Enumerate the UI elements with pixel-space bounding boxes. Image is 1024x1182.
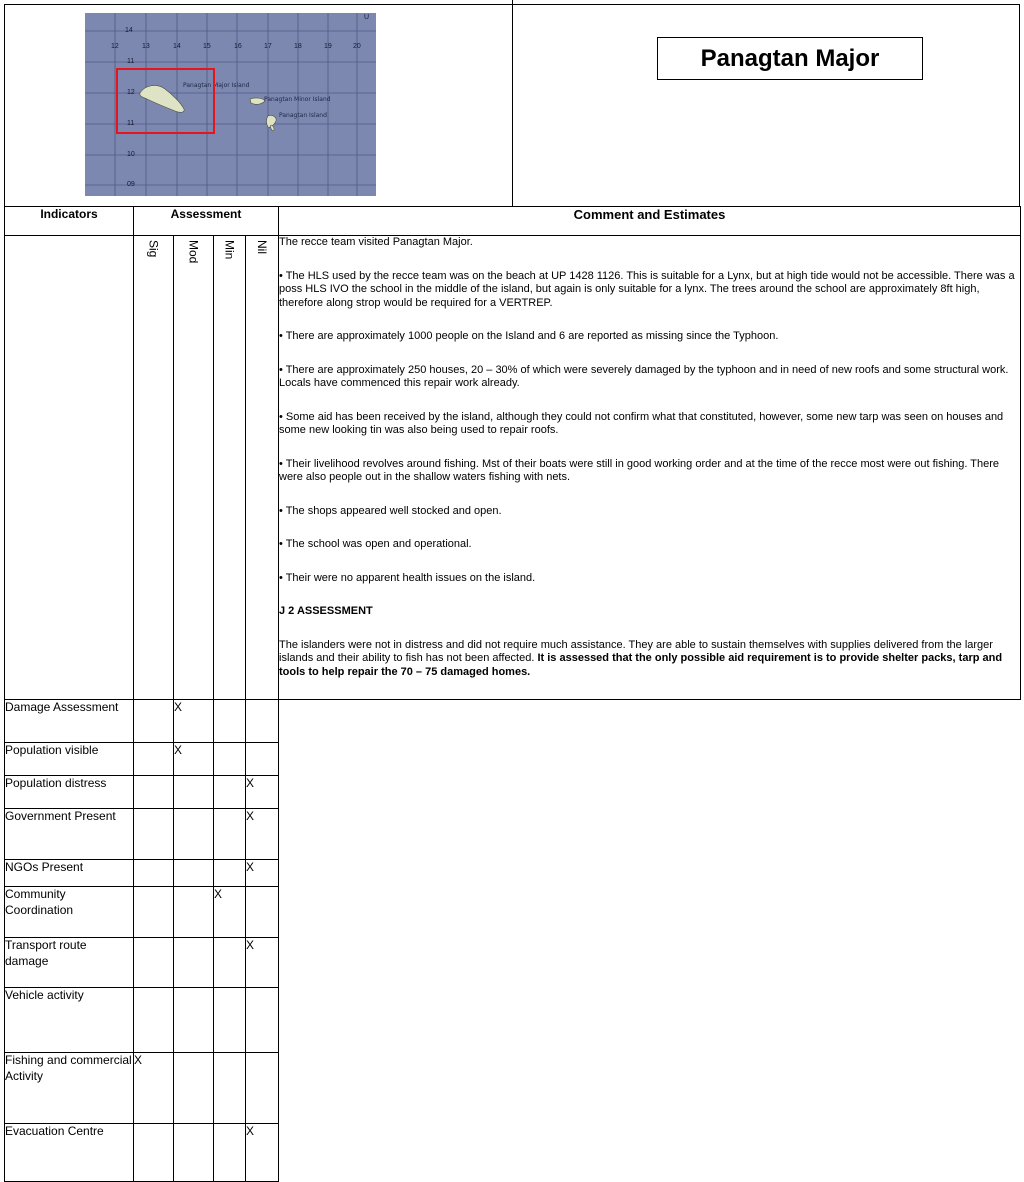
map-label-top-8: 20 bbox=[353, 43, 361, 50]
svg-text:Panagtan Major Island: Panagtan Major Island bbox=[183, 82, 250, 89]
assessment-cell bbox=[134, 938, 174, 988]
map-label-side-2: 12 bbox=[127, 89, 135, 96]
comment-bullet: • The school was open and operational. bbox=[279, 538, 472, 550]
indicator-label: Vehicle activity bbox=[5, 988, 134, 1053]
header-assessment: Assessment bbox=[134, 207, 279, 236]
assessment-cell bbox=[214, 743, 246, 776]
indicator-label: NGOs Present bbox=[5, 860, 134, 887]
assessment-cell bbox=[134, 809, 174, 860]
scale-min-label: Min bbox=[222, 240, 237, 260]
assessment-cell bbox=[214, 1053, 246, 1124]
map-label-top-6: 18 bbox=[294, 43, 302, 50]
header-divider bbox=[512, 0, 513, 206]
assessment-cell bbox=[214, 809, 246, 860]
table-row bbox=[5, 776, 1021, 809]
scale-sig bbox=[134, 236, 174, 700]
assessment-cell bbox=[174, 776, 214, 809]
assessment-cell bbox=[246, 988, 279, 1053]
assessment-cell bbox=[134, 743, 174, 776]
assessment-cell bbox=[214, 938, 246, 988]
map-label-top-5: 17 bbox=[264, 43, 272, 50]
assessment-cell: X bbox=[246, 1124, 279, 1182]
svg-text:Panagtan Island: Panagtan Island bbox=[279, 112, 327, 119]
scale-mod-label: Mod bbox=[186, 240, 201, 264]
indicator-label: Fishing and commercial Activity bbox=[5, 1053, 134, 1124]
assessment-cell bbox=[134, 860, 174, 887]
table-row bbox=[5, 809, 1021, 860]
assessment-cell bbox=[174, 988, 214, 1053]
comment-bullet: • The HLS used by the recce team was on the beach at UP 1428 1126. This is suitable for a Lynx, but at high tide would not be accessible. There was a poss HLS IVO the school in the middle of the island, but again is only suitable for a lynx. The trees around the school are approximately 8ft high, therefore along strop would be required for a VERTREP. bbox=[279, 269, 1015, 309]
map-label-side-3: 11 bbox=[127, 120, 135, 127]
scale-label-cell bbox=[5, 236, 134, 700]
assessment-cell: X bbox=[174, 700, 214, 743]
map-label-top-3: 15 bbox=[203, 43, 211, 50]
assessment-cell bbox=[174, 1053, 214, 1124]
scale-nil-label: Nil bbox=[255, 240, 269, 254]
svg-text:Panagtan Minor Island: Panagtan Minor Island bbox=[264, 96, 331, 103]
scale-sig-label: Sig bbox=[146, 240, 161, 258]
map-label-top-0: 12 bbox=[111, 43, 119, 50]
assessment-cell bbox=[134, 700, 174, 743]
assessment-cell: X bbox=[134, 1053, 174, 1124]
indicator-label: Transport route damage bbox=[5, 938, 134, 988]
map-label-side-1: 11 bbox=[127, 58, 135, 65]
indicator-label: Population visible bbox=[5, 743, 134, 776]
map-label-top-1: 13 bbox=[142, 43, 150, 50]
map-label-side-0: 14 bbox=[125, 27, 133, 34]
assessment-cell: X bbox=[246, 809, 279, 860]
comment-bullet: • There are approximately 250 houses, 20 – 30% of which were severely damaged by the typhoon and in need of new roofs and some structural work. Locals have commenced this repair work already. bbox=[279, 363, 1009, 389]
map-label-top-7: 19 bbox=[324, 43, 332, 50]
comment-intro: The recce team visited Panagtan Major. bbox=[279, 236, 473, 248]
assessment-cell bbox=[214, 988, 246, 1053]
assessment-cell bbox=[246, 887, 279, 938]
assessment-cell: X bbox=[246, 938, 279, 988]
indicator-label: Evacuation Centre bbox=[5, 1124, 134, 1182]
table-row bbox=[5, 700, 1021, 743]
assessment-text: The islanders were not in distress and did not require much assistance. They are able to sustain themselves with supplies delivered from the larger islands and their ability to fish has not been affected. bbox=[279, 638, 993, 664]
island-map bbox=[85, 13, 376, 196]
assessment-cell bbox=[174, 1124, 214, 1182]
table-row bbox=[5, 988, 1021, 1053]
indicator-label: Government Present bbox=[5, 809, 134, 860]
comment-bullet: • Their were no apparent health issues on the island. bbox=[279, 571, 536, 584]
map-label-top-2: 14 bbox=[173, 43, 181, 50]
comment-bullet: • The shops appeared well stocked and open. bbox=[279, 504, 502, 517]
comment-bullet: • Their livelihood revolves around fishing. Mst of their boats were still in good working order and at the time of the recce most were out fishing. There were also people out in the shallow waters fishing with nets. bbox=[279, 457, 1000, 483]
indicator-label: Population distress bbox=[5, 776, 134, 809]
assessment-cell bbox=[174, 809, 214, 860]
scale-min bbox=[214, 236, 246, 700]
map-label-top-4: 16 bbox=[234, 43, 242, 50]
assessment-heading: J 2 ASSESSMENT bbox=[279, 605, 373, 617]
table-row bbox=[5, 1053, 1021, 1124]
table-row bbox=[5, 1124, 1021, 1182]
indicator-label: Community Coordination bbox=[5, 887, 134, 938]
header-indicators: Indicators bbox=[5, 207, 134, 236]
assessment-table bbox=[4, 206, 1021, 1182]
assessment-cell bbox=[214, 776, 246, 809]
assessment-cell bbox=[174, 938, 214, 988]
assessment-cell bbox=[134, 1124, 174, 1182]
assessment-cell bbox=[134, 887, 174, 938]
assessment-conclusion: It is assessed that the only possible aid requirement is to provide shelter packs, tarp and tools to help repair the 70 – 75 damaged homes. bbox=[279, 652, 1003, 678]
table-row bbox=[5, 743, 1021, 776]
assessment-cell bbox=[214, 1124, 246, 1182]
assessment-paragraph bbox=[279, 639, 1020, 680]
assessment-cell: X bbox=[214, 887, 246, 938]
assessment-cell bbox=[246, 743, 279, 776]
assessment-cell bbox=[134, 988, 174, 1053]
table-row bbox=[5, 887, 1021, 938]
map-label-side-4: 10 bbox=[127, 151, 135, 158]
comment-bullet: • Some aid has been received by the island, although they could not confirm what that constituted, however, some new tarp was seen on houses and some new looking tin was also being used to repair roofs. bbox=[279, 410, 1004, 436]
assessment-cell bbox=[134, 776, 174, 809]
scale-mod bbox=[174, 236, 214, 700]
assessment-cell: X bbox=[174, 743, 214, 776]
assessment-cell bbox=[174, 887, 214, 938]
assessment-cell bbox=[246, 700, 279, 743]
map-corner-label: U bbox=[364, 14, 370, 21]
assessment-cell bbox=[174, 860, 214, 887]
comments-cell bbox=[279, 236, 1021, 700]
scale-nil bbox=[246, 236, 279, 700]
assessment-cell: X bbox=[246, 860, 279, 887]
assessment-cell: X bbox=[246, 776, 279, 809]
header-comments: Comment and Estimates bbox=[279, 207, 1021, 236]
table-row bbox=[5, 938, 1021, 988]
table-row bbox=[5, 860, 1021, 887]
comment-bullet: • There are approximately 1000 people on the Island and 6 are reported as missing since the Typhoon. bbox=[279, 330, 779, 342]
assessment-cell bbox=[214, 860, 246, 887]
page-title: Panagtan Major bbox=[657, 37, 923, 80]
assessment-cell bbox=[246, 1053, 279, 1124]
indicator-label: Damage Assessment bbox=[5, 700, 134, 743]
assessment-cell bbox=[214, 700, 246, 743]
map-svg bbox=[85, 13, 376, 196]
map-label-side-5: 09 bbox=[127, 181, 135, 188]
